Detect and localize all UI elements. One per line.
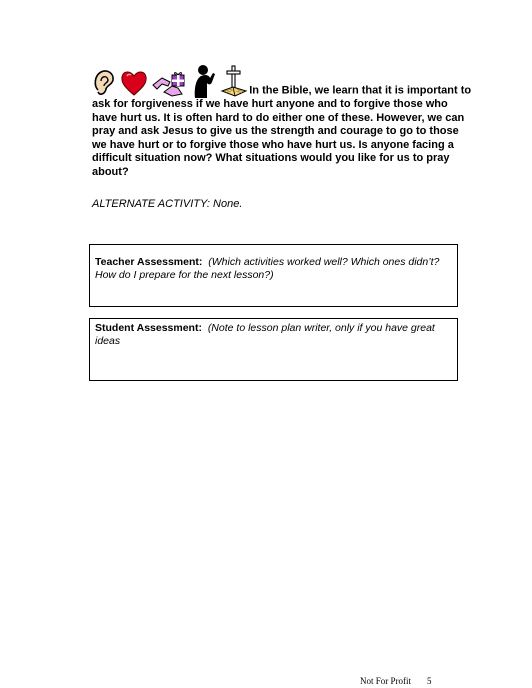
page-footer: [360, 676, 432, 686]
cross-and-bible-icon: [220, 64, 248, 98]
teacher-assessment-label: Teacher Assessment:: [95, 256, 203, 268]
icon-strip: [92, 64, 248, 98]
footer-text: Not For Profit: [360, 676, 412, 686]
student-assessment-label: Student Assessment:: [95, 322, 202, 334]
heart-icon: [119, 68, 149, 98]
hands-with-gift-icon: [152, 68, 188, 98]
alternate-activity: ALTERNATE ACTIVITY: None.: [92, 198, 243, 210]
student-assessment-note: (Note to lesson plan writer, only if you have great ideas: [95, 322, 435, 347]
praying-person-icon: [191, 64, 217, 98]
teacher-assessment-note: (Which activities worked well? Which ones didn’t? How do I prepare for the next lesson?): [95, 256, 440, 281]
intro-paragraph: [92, 64, 472, 179]
ear-icon: [92, 68, 116, 98]
page-number: 5: [427, 676, 432, 686]
teacher-assessment-box: [89, 244, 458, 307]
student-assessment-box: [89, 318, 458, 381]
intro-text: In the Bible, we learn that it is important to ask for forgiveness if we have hurt anyone and to forgive those who have hurt us. It is often hard to do either one of these. However, we can pray and ask Jesus to give us the strength and courage to go to those we have hurt or to forgive those who have hurt us. Is anyone facing a difficult situation now? What situations would you like for us to pray about?: [92, 84, 472, 178]
